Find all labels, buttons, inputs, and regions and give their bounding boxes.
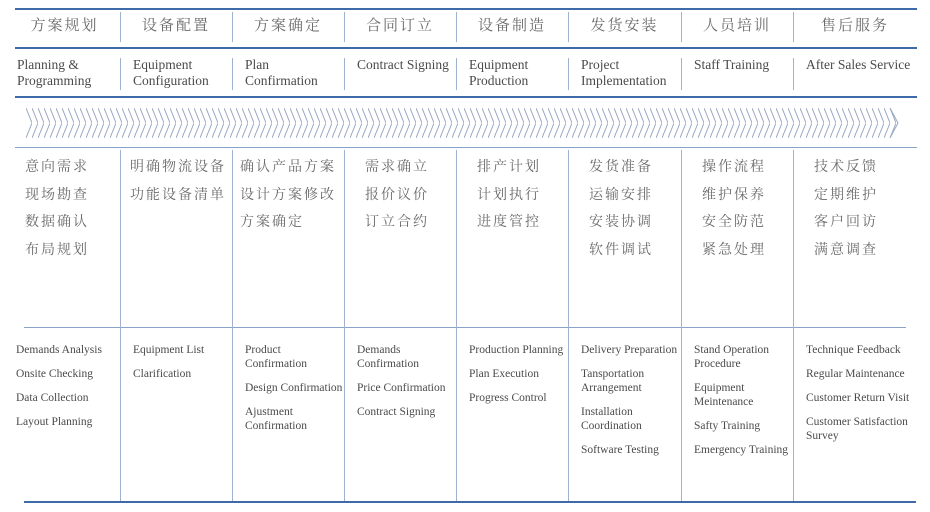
task-item-en: Technique Feedback xyxy=(806,344,901,356)
stage-tasks-en xyxy=(581,343,680,467)
stage-tasks-en xyxy=(806,343,916,453)
task-item-en: Production Planning xyxy=(469,344,564,356)
stage-title-zh: 发货安装 xyxy=(590,16,659,34)
task-item-zh: 确认产品方案 xyxy=(240,159,336,175)
task-item-zh: 需求确立 xyxy=(365,159,429,175)
task-item-en: Price Confirmation xyxy=(357,382,446,394)
task-item-zh: 发货准备 xyxy=(589,159,653,175)
task-item-zh: 满意调查 xyxy=(814,241,878,258)
top-border xyxy=(15,8,917,10)
stage-tasks-en xyxy=(357,343,455,429)
task-item-en: Installation Coordination xyxy=(581,406,642,432)
task-item-zh: 定期维护 xyxy=(814,186,878,203)
task-item-zh: 订立合约 xyxy=(365,214,429,230)
column-divider xyxy=(793,12,794,42)
stage-tasks-zh xyxy=(365,154,471,237)
task-item-zh: 明确物流设备 xyxy=(130,159,226,175)
task-item-zh: 设计方案修改 xyxy=(240,186,336,203)
task-item-en: Customer Satisfaction Survey xyxy=(806,416,908,442)
task-item-en: Demands Confirmation xyxy=(357,344,419,370)
stage-tasks-zh xyxy=(814,154,930,264)
stage-title-zh: 方案确定 xyxy=(253,16,322,34)
stage-title-en: Project Implementation xyxy=(581,57,667,88)
task-item-en: Safty Training xyxy=(694,420,761,432)
task-item-en: Regular Maintenance xyxy=(806,368,905,380)
task-item-en: Product Confirmation xyxy=(245,344,307,370)
stage-tasks-en xyxy=(133,343,231,391)
stage-title-zh: 售后服务 xyxy=(820,16,889,34)
task-item-zh: 计划执行 xyxy=(477,186,541,203)
task-item-en: Plan Execution xyxy=(469,368,539,380)
column-divider xyxy=(681,58,682,90)
stage-title-zh: 设备配置 xyxy=(141,16,210,34)
task-item-en: Clarification xyxy=(133,368,192,380)
task-item-en: Progress Control xyxy=(469,392,547,404)
task-item-en: Onsite Checking xyxy=(16,368,93,380)
task-item-zh: 运输安排 xyxy=(589,186,653,203)
task-item-zh: 维护保养 xyxy=(702,186,766,203)
stage-title-en: Staff Training xyxy=(694,57,770,72)
task-item-en: Design Confirmation xyxy=(245,382,343,394)
english-title-divider xyxy=(15,96,917,98)
task-item-zh: 功能设备清单 xyxy=(130,186,226,203)
stage-title-zh: 人员培训 xyxy=(702,16,771,34)
bottom-border xyxy=(24,501,916,503)
column-divider xyxy=(120,12,121,42)
column-divider xyxy=(568,58,569,90)
task-item-zh: 数据确认 xyxy=(25,214,89,230)
stage-tasks-zh xyxy=(477,154,583,237)
task-item-zh: 紧急处理 xyxy=(702,241,766,258)
stage-title-en: Equipment Production xyxy=(469,57,529,88)
stage-title-en: Planning & Programming xyxy=(17,57,92,88)
column-divider xyxy=(793,58,794,90)
stage-title-en: Equipment Configuration xyxy=(133,57,209,88)
arrow-band-divider xyxy=(15,147,917,148)
column-divider xyxy=(456,58,457,90)
task-item-zh: 客户回访 xyxy=(814,214,878,230)
chevron-arrow-band-icon xyxy=(26,108,904,138)
stage-tasks-zh xyxy=(702,154,808,264)
stage-tasks-zh xyxy=(240,154,346,237)
stage-tasks-zh xyxy=(130,154,236,209)
stage-title-en: Plan Confirmation xyxy=(245,57,318,88)
stage-title-en: Contract Signing xyxy=(357,57,449,72)
column-divider xyxy=(344,12,345,42)
task-item-en: Equipment List xyxy=(133,344,205,356)
task-item-zh: 安全防范 xyxy=(702,214,766,230)
stage-tasks-zh xyxy=(25,154,124,264)
column-divider xyxy=(456,12,457,42)
task-item-zh: 方案确定 xyxy=(240,214,304,230)
task-item-en: Contract Signing xyxy=(357,406,436,418)
task-item-zh: 软件调试 xyxy=(589,241,653,258)
task-item-en: Delivery Preparation xyxy=(581,344,678,356)
task-item-en: Ajustment Confirmation xyxy=(245,406,307,432)
column-divider xyxy=(232,12,233,42)
column-divider xyxy=(232,58,233,90)
task-item-en: Data Collection xyxy=(16,392,89,404)
task-item-en: Equipment Meintenance xyxy=(694,382,754,408)
column-divider xyxy=(120,58,121,90)
stage-title-zh: 设备制造 xyxy=(477,16,546,34)
stage-tasks-en xyxy=(694,343,792,467)
column-divider xyxy=(681,12,682,42)
task-item-zh: 布局规划 xyxy=(25,241,89,258)
stage-tasks-en xyxy=(245,343,343,443)
task-item-en: Customer Return Visit xyxy=(806,392,910,404)
task-item-en: Tansportation Arrangement xyxy=(581,368,645,394)
task-item-en: Software Testing xyxy=(581,444,659,456)
column-divider xyxy=(344,58,345,90)
stage-tasks-en xyxy=(16,343,107,439)
task-item-en: Emergency Training xyxy=(694,444,789,456)
task-item-en: Layout Planning xyxy=(16,416,93,428)
column-divider xyxy=(568,12,569,42)
language-divider xyxy=(24,327,906,328)
task-item-zh: 意向需求 xyxy=(25,159,89,175)
stage-title-zh: 方案规划 xyxy=(30,16,99,34)
stage-tasks-en xyxy=(469,343,567,415)
task-item-zh: 排产计划 xyxy=(477,159,541,175)
task-item-zh: 操作流程 xyxy=(702,159,766,175)
task-item-zh: 现场勘查 xyxy=(25,186,89,203)
task-item-zh: 技术反馈 xyxy=(814,159,878,175)
task-item-en: Stand Operation Procedure xyxy=(694,344,770,370)
stage-title-zh: 合同订立 xyxy=(365,16,434,34)
stage-title-en: After Sales Service xyxy=(806,57,911,72)
header-divider xyxy=(15,47,917,49)
task-item-zh: 进度管控 xyxy=(477,214,541,230)
task-item-zh: 安装协调 xyxy=(589,214,653,230)
task-item-zh: 报价议价 xyxy=(365,186,429,203)
task-item-en: Demands Analysis xyxy=(16,344,102,356)
stage-tasks-zh xyxy=(589,154,696,264)
